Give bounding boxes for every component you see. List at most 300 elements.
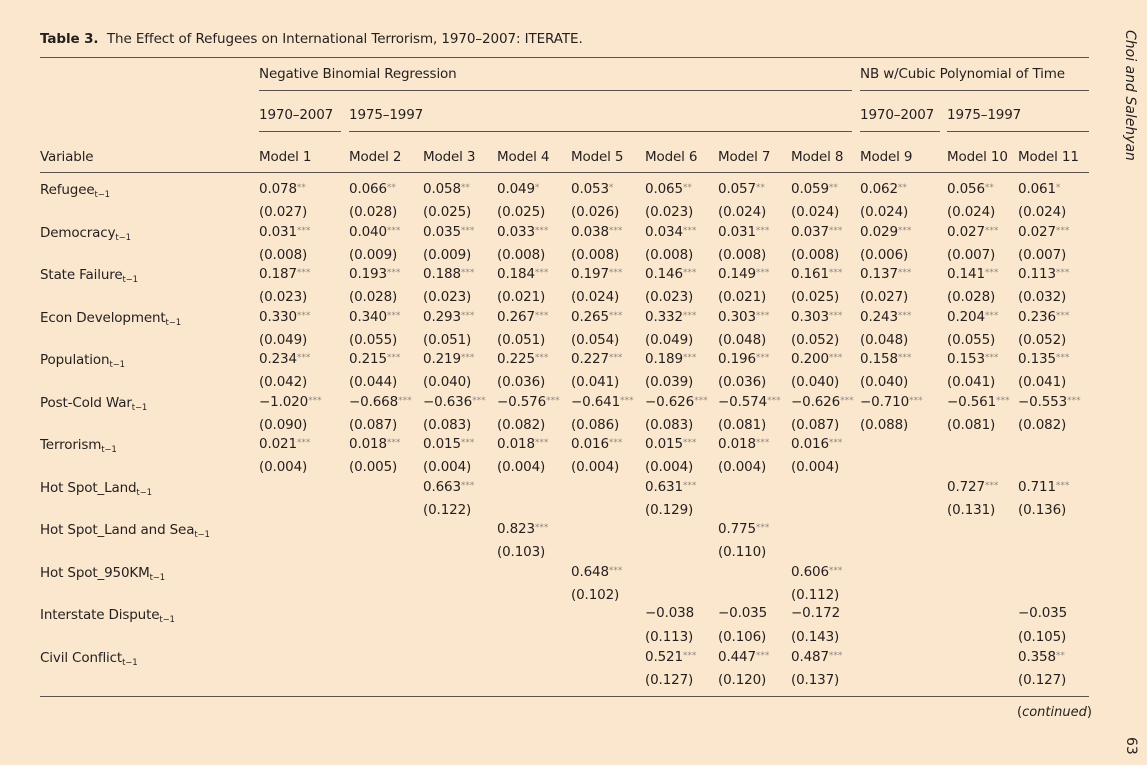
coefficient-cell: −0.626*** (645, 393, 708, 410)
std-error-cell: (0.049) (645, 331, 694, 348)
std-error-cell: (0.051) (423, 331, 472, 348)
significance-stars: *** (386, 438, 401, 448)
std-error-cell: (0.083) (645, 416, 694, 433)
variable-label (40, 225, 131, 241)
group2-rule (860, 90, 1089, 91)
coefficient-cell: 0.243*** (860, 308, 912, 325)
variable-name: Post-Cold War (40, 394, 132, 411)
lag-subscript: t−1 (94, 190, 110, 200)
std-error-cell: (0.005) (349, 459, 398, 475)
coefficient-cell: 0.135*** (1018, 351, 1070, 367)
std-error-cell: (0.023) (259, 289, 308, 305)
coefficient-cell: 0.061* (1018, 181, 1061, 197)
significance-stars: *** (386, 225, 401, 236)
coefficient-cell: 0.141*** (947, 266, 999, 282)
std-error-cell: (0.048) (718, 331, 767, 348)
variable-name: Refugee (40, 182, 95, 198)
significance-stars: *** (1055, 353, 1070, 363)
significance-stars: *** (694, 395, 708, 406)
coefficient-cell: 0.775*** (718, 521, 770, 537)
std-error-cell: (0.105) (1018, 629, 1067, 645)
coefficient-cell: −0.038 (645, 605, 695, 621)
std-error-cell: (0.028) (349, 204, 398, 220)
significance-stars: *** (296, 310, 311, 321)
table-label: Table 3. (40, 31, 99, 47)
significance-stars: *** (398, 395, 412, 406)
std-error-cell: (0.048) (860, 331, 909, 348)
std-error-cell: (0.087) (349, 416, 398, 433)
significance-stars: *** (608, 310, 623, 321)
variable-label (40, 565, 165, 581)
std-error-cell: (0.113) (645, 629, 694, 645)
std-error-cell: (0.024) (860, 204, 909, 220)
std-error-cell: (0.106) (718, 629, 767, 645)
coefficient-cell: 0.200*** (791, 351, 843, 367)
coefficient-cell: 0.487*** (791, 648, 843, 665)
std-error-cell: (0.024) (947, 204, 996, 220)
significance-stars: *** (828, 650, 843, 661)
std-error-cell: (0.083) (423, 416, 472, 433)
bottom-rule (40, 696, 1089, 697)
variable-name: Population (40, 352, 110, 368)
lag-subscript: t−1 (159, 615, 175, 625)
std-error-cell: (0.004) (259, 459, 308, 475)
variable-label (40, 650, 138, 666)
significance-stars: *** (460, 438, 475, 448)
period3-rule (860, 131, 940, 132)
std-error-cell: (0.120) (718, 671, 767, 688)
period4-rule (947, 131, 1089, 132)
lag-subscript: t−1 (122, 275, 138, 285)
coefficient-cell: 0.204*** (947, 308, 999, 325)
running-head: Choi and Salehyan (1122, 30, 1138, 161)
model-heading: Model 6 (645, 149, 698, 165)
model-heading: Model 8 (791, 149, 844, 165)
significance-stars: *** (472, 395, 486, 406)
coefficient-cell: −0.172 (791, 605, 841, 621)
std-error-cell: (0.008) (571, 246, 620, 263)
coefficient-cell: 0.016*** (791, 436, 843, 452)
model-heading: Model 5 (571, 149, 624, 165)
significance-stars: *** (984, 225, 999, 236)
significance-stars: *** (308, 395, 322, 406)
significance-stars: *** (534, 438, 549, 448)
std-error-cell: (0.008) (497, 246, 546, 263)
std-error-cell: (0.082) (497, 416, 546, 433)
variable-label (40, 352, 125, 368)
std-error-cell: (0.042) (259, 374, 308, 390)
significance-stars: ** (984, 183, 994, 193)
std-error-cell: (0.137) (791, 671, 840, 688)
std-error-cell: (0.004) (791, 459, 840, 475)
std-error-cell: (0.004) (497, 459, 546, 475)
std-error-cell: (0.081) (718, 416, 767, 433)
std-error-cell: (0.006) (860, 246, 909, 263)
coefficient-cell: 0.031*** (718, 223, 770, 240)
significance-stars: *** (608, 438, 623, 448)
std-error-cell: (0.027) (259, 204, 308, 220)
std-error-cell: (0.036) (718, 374, 767, 390)
variable-label (40, 310, 181, 326)
std-error-cell: (0.122) (423, 501, 472, 518)
std-error-cell: (0.028) (349, 289, 398, 305)
coefficient-cell: 0.293*** (423, 308, 475, 325)
variable-name: Civil Conflict (40, 649, 123, 666)
coefficient-cell: 0.332*** (645, 308, 697, 325)
variable-label (40, 182, 110, 198)
significance-stars: *** (996, 395, 1010, 406)
coefficient-cell: 0.358** (1018, 648, 1065, 665)
std-error-cell: (0.008) (791, 246, 840, 263)
std-error-cell: (0.081) (947, 416, 996, 433)
std-error-cell: (0.024) (571, 289, 620, 305)
lag-subscript: t−1 (165, 317, 181, 328)
coefficient-cell: 0.031*** (259, 223, 311, 240)
std-error-cell: (0.090) (259, 416, 308, 433)
significance-stars: *** (386, 268, 401, 278)
variable-label (40, 607, 175, 623)
significance-stars: *** (767, 395, 781, 406)
significance-stars: *** (984, 353, 999, 363)
significance-stars: * (608, 183, 614, 193)
std-error-cell: (0.025) (497, 204, 546, 220)
std-error-cell: (0.008) (718, 246, 767, 263)
std-error-cell: (0.021) (718, 289, 767, 305)
std-error-cell: (0.102) (571, 586, 620, 603)
coefficient-cell: 0.303*** (718, 308, 770, 325)
significance-stars: *** (755, 438, 770, 448)
std-error-cell: (0.088) (860, 416, 909, 433)
coefficient-cell: 0.188*** (423, 266, 475, 282)
significance-stars: *** (460, 268, 475, 278)
model-heading: Model 3 (423, 149, 476, 165)
coefficient-cell: 0.521*** (645, 648, 697, 665)
std-error-cell: (0.040) (860, 374, 909, 390)
coefficient-cell: −0.561*** (947, 393, 1010, 410)
significance-stars: *** (682, 225, 697, 236)
coefficient-cell: 0.193*** (349, 266, 401, 282)
lag-subscript: t−1 (122, 657, 138, 668)
coefficient-cell: 0.234*** (259, 351, 311, 367)
std-error-cell: (0.039) (645, 374, 694, 390)
std-error-cell: (0.082) (1018, 416, 1067, 433)
significance-stars: *** (828, 565, 843, 576)
period2-rule (349, 131, 852, 132)
group2-heading: NB w/Cubic Polynomial of Time (860, 66, 1065, 82)
coefficient-cell: 0.027*** (947, 223, 999, 240)
coefficient-cell: −0.576*** (497, 393, 560, 410)
coefficient-cell: −0.035 (718, 605, 768, 621)
significance-stars: *** (755, 353, 770, 363)
coefficient-cell: 0.018*** (497, 436, 549, 452)
std-error-cell: (0.131) (947, 501, 996, 518)
std-error-cell: (0.041) (1018, 374, 1067, 390)
coefficient-cell: 0.035*** (423, 223, 475, 240)
significance-stars: *** (682, 480, 697, 491)
coefficient-cell: 0.303*** (791, 308, 843, 325)
significance-stars: *** (897, 225, 912, 236)
table-title: The Effect of Refugees on International Terrorism, 1970–2007: ITERATE. (106, 31, 583, 47)
std-error-cell: (0.004) (645, 459, 694, 475)
header-rule (40, 172, 1089, 173)
std-error-cell: (0.040) (791, 374, 840, 390)
significance-stars: *** (984, 268, 999, 278)
coefficient-cell: −0.668*** (349, 393, 412, 410)
coefficient-cell: 0.219*** (423, 351, 475, 367)
std-error-cell: (0.023) (645, 289, 694, 305)
significance-stars: *** (755, 268, 770, 278)
std-error-cell: (0.004) (423, 459, 472, 475)
std-error-cell: (0.103) (497, 544, 546, 560)
significance-stars: ** (682, 183, 692, 193)
coefficient-cell: 0.149*** (718, 266, 770, 282)
std-error-cell: (0.054) (571, 331, 620, 348)
significance-stars: *** (828, 310, 843, 321)
lag-subscript: t−1 (115, 232, 131, 243)
std-error-cell: (0.143) (791, 629, 840, 645)
std-error-cell: (0.110) (718, 544, 767, 560)
coefficient-cell: 0.058** (423, 181, 470, 197)
significance-stars: *** (620, 395, 634, 406)
coefficient-cell: 0.161*** (791, 266, 843, 282)
coefficient-cell: 0.015*** (645, 436, 697, 452)
lag-subscript: t−1 (149, 572, 166, 583)
coefficient-cell: 0.823*** (497, 521, 549, 537)
significance-stars: *** (682, 310, 697, 321)
group1-rule (259, 90, 852, 91)
significance-stars: *** (1067, 395, 1081, 406)
std-error-cell: (0.041) (947, 374, 996, 390)
coefficient-cell: 0.236*** (1018, 308, 1070, 325)
coefficient-cell: −1.020*** (259, 393, 322, 410)
coefficient-cell: 0.059** (791, 181, 838, 197)
significance-stars: *** (840, 395, 854, 406)
std-error-cell: (0.051) (497, 331, 546, 348)
coefficient-cell: 0.606*** (791, 563, 843, 580)
std-error-cell: (0.024) (718, 204, 767, 220)
coefficient-cell: −0.626*** (791, 393, 854, 410)
std-error-cell: (0.025) (423, 204, 472, 220)
model-heading: Model 4 (497, 149, 550, 165)
coefficient-cell: 0.018*** (349, 436, 401, 452)
significance-stars: *** (608, 225, 623, 236)
coefficient-cell: 0.018*** (718, 436, 770, 452)
coefficient-cell: 0.727*** (947, 478, 999, 495)
significance-stars: *** (546, 395, 560, 406)
std-error-cell: (0.112) (791, 586, 840, 603)
lag-subscript: t−1 (109, 360, 125, 370)
significance-stars: *** (682, 438, 697, 448)
std-error-cell: (0.025) (791, 289, 840, 305)
coefficient-cell: 0.711*** (1018, 478, 1070, 495)
significance-stars: *** (984, 480, 999, 491)
std-error-cell: (0.055) (947, 331, 996, 348)
coefficient-cell: −0.574*** (718, 393, 781, 410)
group1-heading: Negative Binomial Regression (259, 66, 457, 82)
std-error-cell: (0.023) (645, 204, 694, 220)
model-heading: Model 7 (718, 149, 771, 165)
std-error-cell: (0.087) (791, 416, 840, 433)
std-error-cell: (0.127) (645, 671, 694, 688)
model-heading: Model 1 (259, 149, 312, 165)
significance-stars: *** (296, 438, 311, 448)
std-error-cell: (0.044) (349, 374, 398, 390)
significance-stars: ** (296, 183, 306, 193)
coefficient-cell: −0.710*** (860, 393, 923, 410)
significance-stars: *** (828, 268, 843, 278)
std-error-cell: (0.129) (645, 501, 694, 518)
std-error-cell: (0.008) (259, 246, 308, 263)
variable-name: Econ Development (40, 309, 166, 326)
coefficient-cell: 0.033*** (497, 223, 549, 240)
significance-stars: *** (828, 353, 843, 363)
coefficient-cell: 0.029*** (860, 223, 912, 240)
std-error-cell: (0.009) (423, 246, 472, 263)
std-error-cell: (0.007) (1018, 246, 1067, 263)
variable-name: Terrorism (40, 437, 102, 453)
significance-stars: *** (534, 353, 549, 363)
std-error-cell: (0.024) (791, 204, 840, 220)
coefficient-cell: −0.636*** (423, 393, 486, 410)
coefficient-cell: 0.065** (645, 181, 692, 197)
std-error-cell: (0.027) (860, 289, 909, 305)
coefficient-cell: 0.034*** (645, 223, 697, 240)
coefficient-cell: −0.553*** (1018, 393, 1081, 410)
variable-name: Hot Spot_950KM (40, 564, 150, 581)
variable-label (40, 480, 152, 496)
variable-name: Democracy (40, 224, 116, 241)
continued-note: (continued) (1017, 705, 1092, 720)
table-caption (40, 31, 583, 47)
std-error-cell: (0.024) (1018, 204, 1067, 220)
significance-stars: *** (296, 225, 311, 236)
coefficient-cell: 0.049* (497, 181, 540, 197)
coefficient-cell: 0.057** (718, 181, 765, 197)
significance-stars: *** (755, 310, 770, 321)
significance-stars: ** (755, 183, 765, 193)
coefficient-cell: 0.038*** (571, 223, 623, 240)
coefficient-cell: −0.035 (1018, 605, 1068, 621)
coefficient-cell: 0.037*** (791, 223, 843, 240)
significance-stars: *** (386, 310, 401, 321)
coefficient-cell: 0.330*** (259, 308, 311, 325)
significance-stars: *** (897, 268, 912, 278)
model-heading: Model 9 (860, 149, 913, 165)
std-error-cell: (0.009) (349, 246, 398, 263)
lag-subscript: t−1 (131, 402, 148, 413)
top-rule (40, 57, 1089, 58)
significance-stars: *** (984, 310, 999, 321)
coefficient-cell: 0.215*** (349, 351, 401, 367)
significance-stars: *** (1055, 268, 1070, 278)
lag-subscript: t−1 (136, 487, 152, 498)
significance-stars: *** (1055, 225, 1070, 236)
std-error-cell: (0.026) (571, 204, 620, 220)
significance-stars: *** (1055, 310, 1070, 321)
significance-stars: * (1055, 183, 1061, 193)
page-number: 63 (1123, 737, 1139, 755)
coefficient-cell: 0.187*** (259, 266, 311, 282)
model-heading: Model 11 (1018, 149, 1079, 165)
coefficient-cell: 0.066** (349, 181, 396, 197)
std-error-cell: (0.036) (497, 374, 546, 390)
significance-stars: ** (897, 183, 907, 193)
coefficient-cell: 0.196*** (718, 351, 770, 367)
coefficient-cell: 0.027*** (1018, 223, 1070, 240)
variable-heading: Variable (40, 149, 94, 165)
std-error-cell: (0.049) (259, 331, 308, 348)
significance-stars: *** (608, 353, 623, 363)
variable-label (40, 437, 117, 453)
period3-heading: 1970–2007 (860, 107, 935, 123)
significance-stars: *** (296, 353, 311, 363)
significance-stars: *** (755, 650, 770, 661)
std-error-cell: (0.004) (718, 459, 767, 475)
coefficient-cell: 0.663*** (423, 478, 475, 495)
std-error-cell: (0.086) (571, 416, 620, 433)
std-error-cell: (0.136) (1018, 501, 1067, 518)
significance-stars: *** (755, 225, 770, 236)
std-error-cell: (0.008) (645, 246, 694, 263)
variable-name: Hot Spot_Land (40, 479, 137, 496)
std-error-cell: (0.004) (571, 459, 620, 475)
coefficient-cell: 0.078** (259, 181, 306, 197)
significance-stars: *** (460, 353, 475, 363)
period2-heading: 1975–1997 (349, 107, 424, 123)
significance-stars: *** (460, 225, 475, 236)
coefficient-cell: 0.153*** (947, 351, 999, 367)
significance-stars: *** (682, 353, 697, 363)
significance-stars: *** (1055, 480, 1070, 491)
significance-stars: *** (534, 225, 549, 236)
coefficient-cell: 0.016*** (571, 436, 623, 452)
coefficient-cell: 0.447*** (718, 648, 770, 665)
variable-label (40, 522, 210, 538)
significance-stars: *** (608, 565, 623, 576)
coefficient-cell: 0.056** (947, 181, 994, 197)
variable-label (40, 395, 147, 411)
coefficient-cell: 0.631*** (645, 478, 697, 495)
significance-stars: *** (682, 268, 697, 278)
significance-stars: * (534, 183, 540, 193)
significance-stars: *** (608, 268, 623, 278)
significance-stars: ** (386, 183, 396, 193)
significance-stars: *** (909, 395, 923, 406)
coefficient-cell: 0.113*** (1018, 266, 1070, 282)
period4-heading: 1975–1997 (947, 107, 1022, 123)
period1-heading: 1970–2007 (259, 107, 334, 123)
coefficient-cell: 0.267*** (497, 308, 549, 325)
significance-stars: *** (534, 523, 549, 533)
significance-stars: *** (460, 310, 475, 321)
std-error-cell: (0.023) (423, 289, 472, 305)
coefficient-cell: 0.146*** (645, 266, 697, 282)
significance-stars: *** (534, 268, 549, 278)
coefficient-cell: 0.021*** (259, 436, 311, 452)
variable-name: State Failure (40, 267, 123, 283)
std-error-cell: (0.052) (791, 331, 840, 348)
coefficient-cell: 0.053* (571, 181, 614, 197)
std-error-cell: (0.055) (349, 331, 398, 348)
significance-stars: *** (682, 650, 697, 661)
coefficient-cell: 0.197*** (571, 266, 623, 282)
significance-stars: *** (460, 480, 475, 491)
significance-stars: *** (897, 310, 912, 321)
significance-stars: *** (386, 353, 401, 363)
std-error-cell: (0.040) (423, 374, 472, 390)
std-error-cell: (0.021) (497, 289, 546, 305)
lag-subscript: t−1 (194, 530, 210, 540)
